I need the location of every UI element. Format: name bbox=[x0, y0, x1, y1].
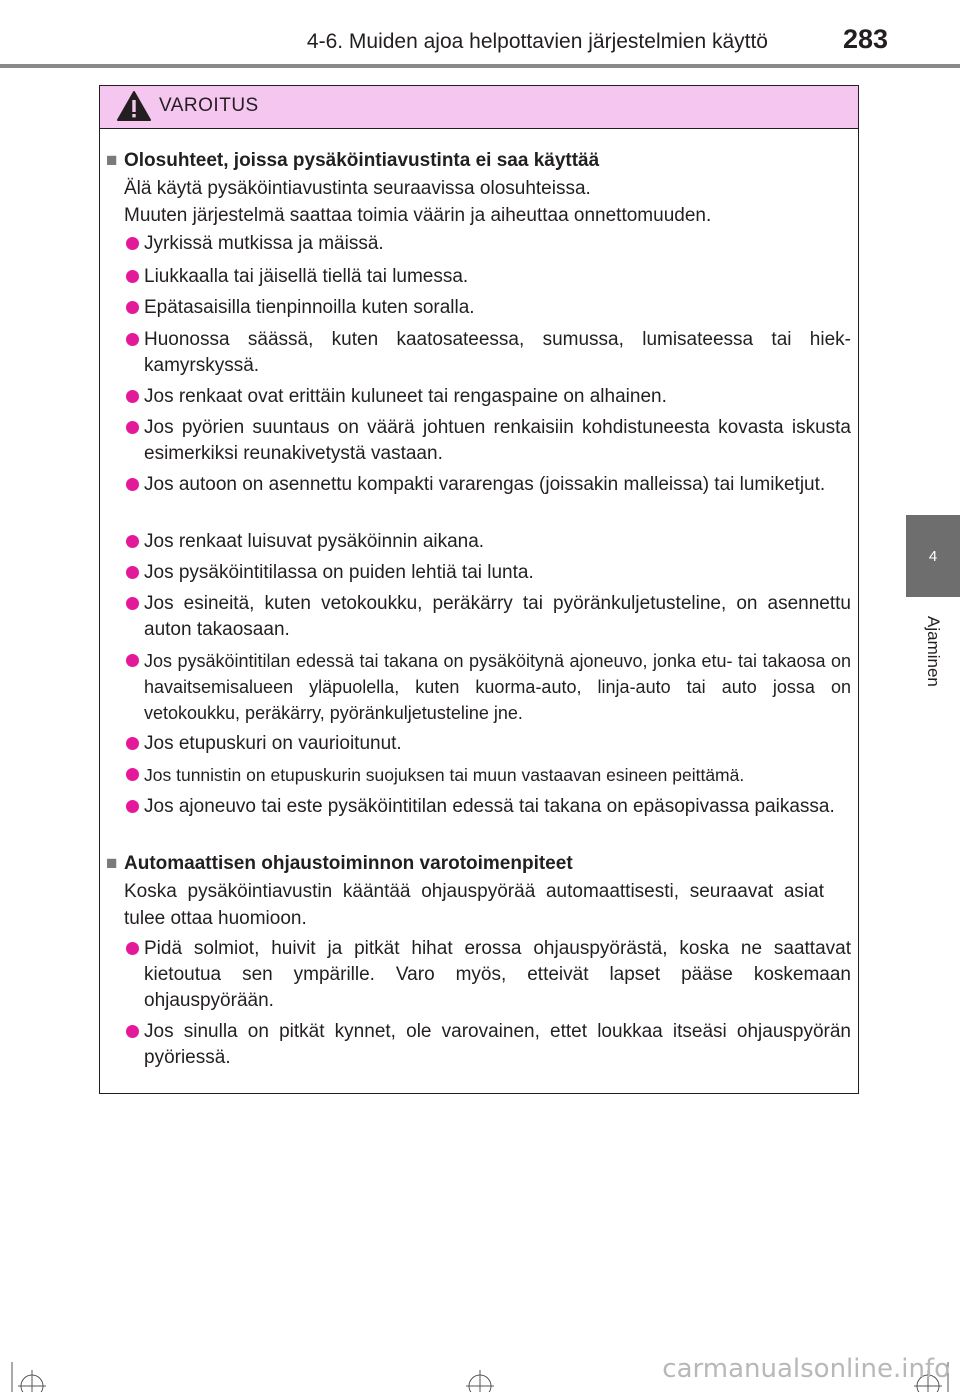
list-item: Jos esineitä, kuten vetokoukku, peräkärry tai pyöränkuljetusteline, on asennettu auton takaosaan. bbox=[124, 591, 851, 643]
bullet-dot-icon bbox=[126, 478, 139, 491]
header-divider bbox=[0, 64, 960, 68]
list-item: Jos pysäköintitilan edessä tai takana on pysäköitynä ajoneuvo, jonka etu- tai takaosa on havaitsemisalueen yläpuolella, kuten kuorma-auto, linja-auto tai auto jossa on vetokoukku, peräkärry, pyöränkuljetusteline jne. bbox=[124, 648, 851, 726]
warning-label: VAROITUS bbox=[159, 95, 259, 116]
list-item: Pidä solmiot, huivit ja pitkät hihat erossa ohjauspyörästä, koska ne saattavat kietoutua sen ympärille. Varo myös, etteivät lapset pääse koskemaan ohjauspyörään. bbox=[124, 936, 851, 1014]
bullet-dot-icon bbox=[126, 737, 139, 750]
list-item: Jos tunnistin on etupuskurin suojuksen tai muun vastaavan esineen peittämä. bbox=[124, 762, 851, 788]
bullet-dot-icon bbox=[126, 270, 139, 283]
chapter-tab bbox=[906, 515, 960, 597]
bullet-dot-icon bbox=[126, 654, 139, 667]
bullet-dot-icon bbox=[126, 421, 139, 434]
chapter-number: 4 bbox=[928, 547, 938, 565]
bullet-dot-icon bbox=[126, 597, 139, 610]
square-bullet-icon: ■ bbox=[106, 853, 118, 874]
list-item: Jos autoon on asennettu kompakti vararengas (joissakin malleissa) tai lumiketjut. bbox=[124, 472, 851, 498]
square-bullet-icon: ■ bbox=[106, 150, 118, 171]
list-item: Jos etupuskuri on vaurioitunut. bbox=[124, 731, 851, 757]
bullet-dot-icon bbox=[126, 942, 139, 955]
bullet-dot-icon bbox=[126, 390, 139, 403]
bullet-dot-icon bbox=[126, 333, 139, 346]
crop-mark-icon bbox=[452, 1362, 512, 1392]
list-item: Liukkaalla tai jäisellä tiellä tai lumessa. bbox=[124, 264, 851, 290]
chapter-label: Ajaminen bbox=[924, 615, 943, 687]
bullet-dot-icon bbox=[126, 566, 139, 579]
list-item: Jos sinulla on pitkät kynnet, ole varovainen, ettet loukkaa itseäsi ohjauspyörän pyöriessä. bbox=[124, 1019, 851, 1071]
bullet-dot-icon bbox=[126, 535, 139, 548]
page-number: 283 bbox=[842, 24, 888, 54]
crop-mark-icon bbox=[0, 1362, 60, 1392]
section-title: 4-6. Muiden ajoa helpottavien järjestelmien käyttö bbox=[306, 30, 768, 53]
intro-text: Muuten järjestelmä saattaa toimia väärin ja aiheuttaa onnettomuuden. bbox=[124, 205, 712, 226]
list-item: Jos renkaat luisuvat pysäköinnin aikana. bbox=[124, 529, 851, 555]
intro-text: Koska pysäköintiavustin kääntää ohjauspyörää automaattisesti, seuraavat asiat tulee ottaa huomioon. bbox=[124, 881, 824, 929]
list-item: Epätasaisilla tienpinnoilla kuten soralla. bbox=[124, 295, 851, 321]
bullet-dot-icon bbox=[126, 800, 139, 813]
section-heading: ■ Olosuhteet, joissa pysäköintiavustinta ei saa käyttää bbox=[106, 150, 600, 171]
bullet-dot-icon bbox=[126, 1025, 139, 1038]
list-item: Jos pyörien suuntaus on väärä johtuen renkaisiin kohdistuneesta kovasta iskusta esimerkiksi reunakivetystä vastaan. bbox=[124, 415, 851, 467]
list-item: Huonossa säässä, kuten kaatosateessa, sumussa, lumisateessa tai hiekkamyrskyssä. bbox=[124, 327, 851, 379]
warning-box bbox=[99, 85, 859, 1094]
bullet-dot-icon bbox=[126, 301, 139, 314]
list-item: Jos renkaat ovat erittäin kuluneet tai rengaspaine on alhainen. bbox=[124, 384, 851, 410]
list-item: Jyrkissä mutkissa ja mäissä. bbox=[124, 231, 851, 257]
section-heading: ■ Automaattisen ohjaustoiminnon varotoimenpiteet bbox=[106, 853, 573, 874]
warning-header bbox=[100, 86, 858, 129]
watermark: carmanualsonline.info bbox=[662, 1354, 950, 1384]
warning-triangle-icon bbox=[116, 90, 152, 122]
list-item: Jos ajoneuvo tai este pysäköintitilan edessä tai takana on epäsopivassa paikassa. bbox=[124, 794, 851, 820]
bullet-dot-icon bbox=[126, 237, 139, 250]
list-item: Jos pysäköintitilassa on puiden lehtiä tai lunta. bbox=[124, 560, 851, 586]
intro-text: Älä käytä pysäköintiavustinta seuraavissa olosuhteissa. bbox=[124, 178, 591, 199]
bullet-dot-icon bbox=[126, 768, 139, 781]
